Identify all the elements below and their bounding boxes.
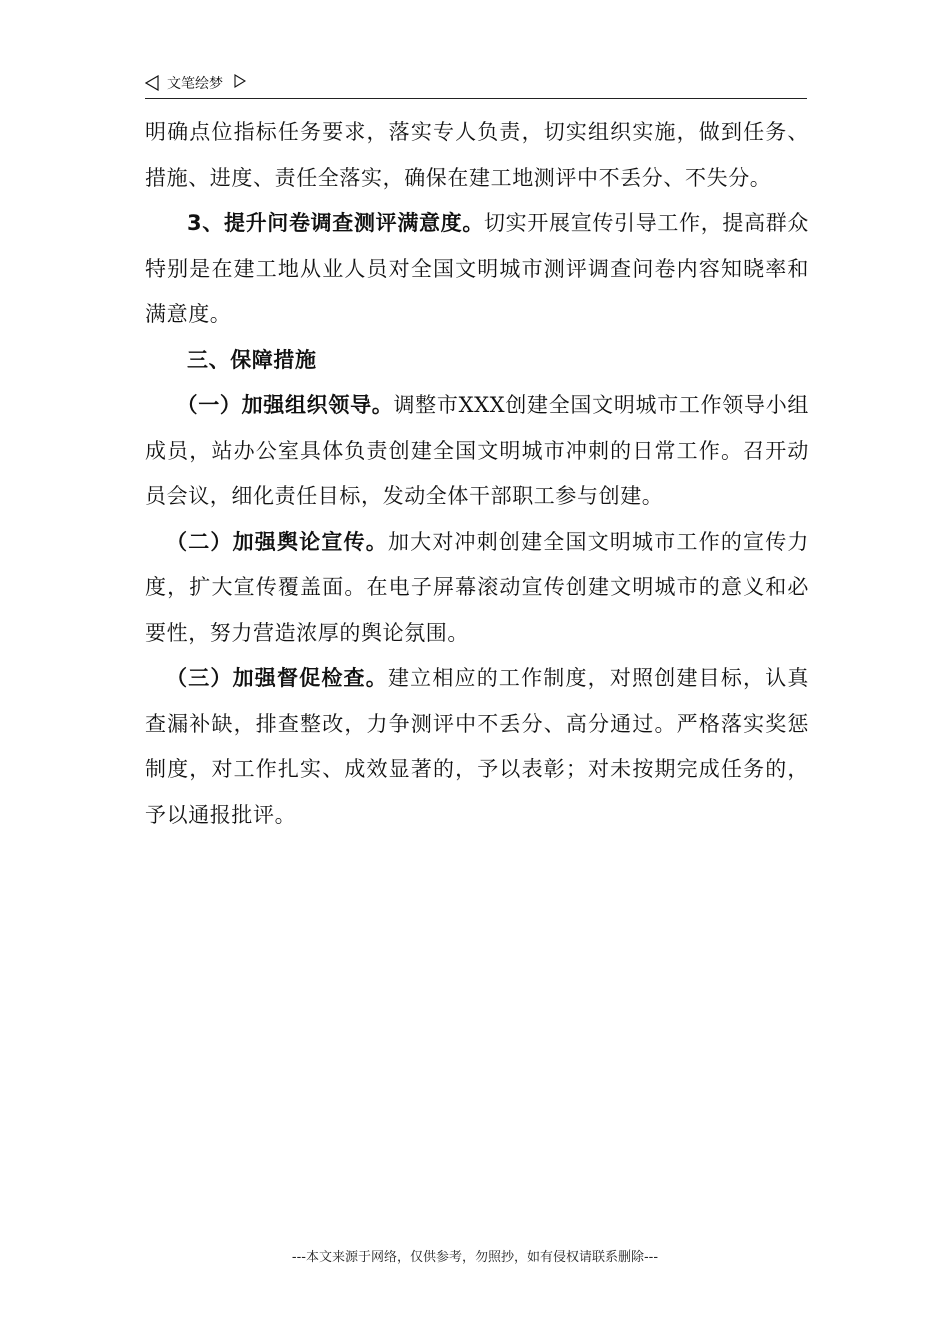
paragraph-heading: （二）加强舆论宣传。 (166, 529, 388, 554)
paragraph-questionnaire (145, 201, 809, 338)
paragraph-text: 建立相应的工作制度，对照创建目标，认真查漏补缺，排查整改，力争测评中不丢分、高分通过。严格落实奖惩制度，对工作扎实、成效显著的，予以表彰；对未按期完成任务的，予以通报批评。 (145, 666, 810, 827)
paragraph-text: 切实开展宣传引导工作，提高群众特别是在建工地从业人员对全国文明城市测评调查问卷内容知晓率和满意度。 (145, 211, 810, 326)
paragraph-heading: （三）加强督促检查。 (166, 666, 388, 690)
page-footer: ---本文来源于网络，仅供参考，勿照抄，如有侵权请联系删除--- (291, 1250, 659, 1265)
page-header (145, 72, 807, 99)
paragraph-organization (145, 383, 809, 520)
paragraph-supervision (145, 656, 809, 838)
section-heading-safeguards (145, 338, 809, 384)
section-heading: 三、保障措施 (187, 347, 317, 372)
paragraph-text: 调整市XXX创建全国文明城市工作领导小组成员，站办公室具体负责创建全国文明城市冲刺的日常工作。召开动员会议，细化责任目标，发动全体干部职工参与创建。 (145, 393, 809, 508)
paragraph-continuation (145, 110, 809, 201)
header-title: 文笔绘梦 (167, 76, 223, 92)
document-body (145, 110, 809, 838)
paragraph-heading: 3、提升问卷调查测评满意度。 (187, 211, 485, 235)
paragraph-text: 明确点位指标任务要求，落实专人负责，切实组织实施，做到任务、措施、进度、责任全落实，确保在建工地测评中不丢分、不失分。 (145, 120, 809, 190)
paragraph-heading: （一）加强组织领导。 (176, 393, 394, 417)
triangle-left-icon (145, 75, 159, 91)
triangle-right-icon (234, 74, 246, 88)
paragraph-text: 加大对冲刺创建全国文明城市工作的宣传力度，扩大宣传覆盖面。在电子屏幕滚动宣传创建文明城市的意义和必要性，努力营造浓厚的舆论氛围。 (145, 529, 810, 645)
paragraph-publicity (145, 520, 809, 657)
